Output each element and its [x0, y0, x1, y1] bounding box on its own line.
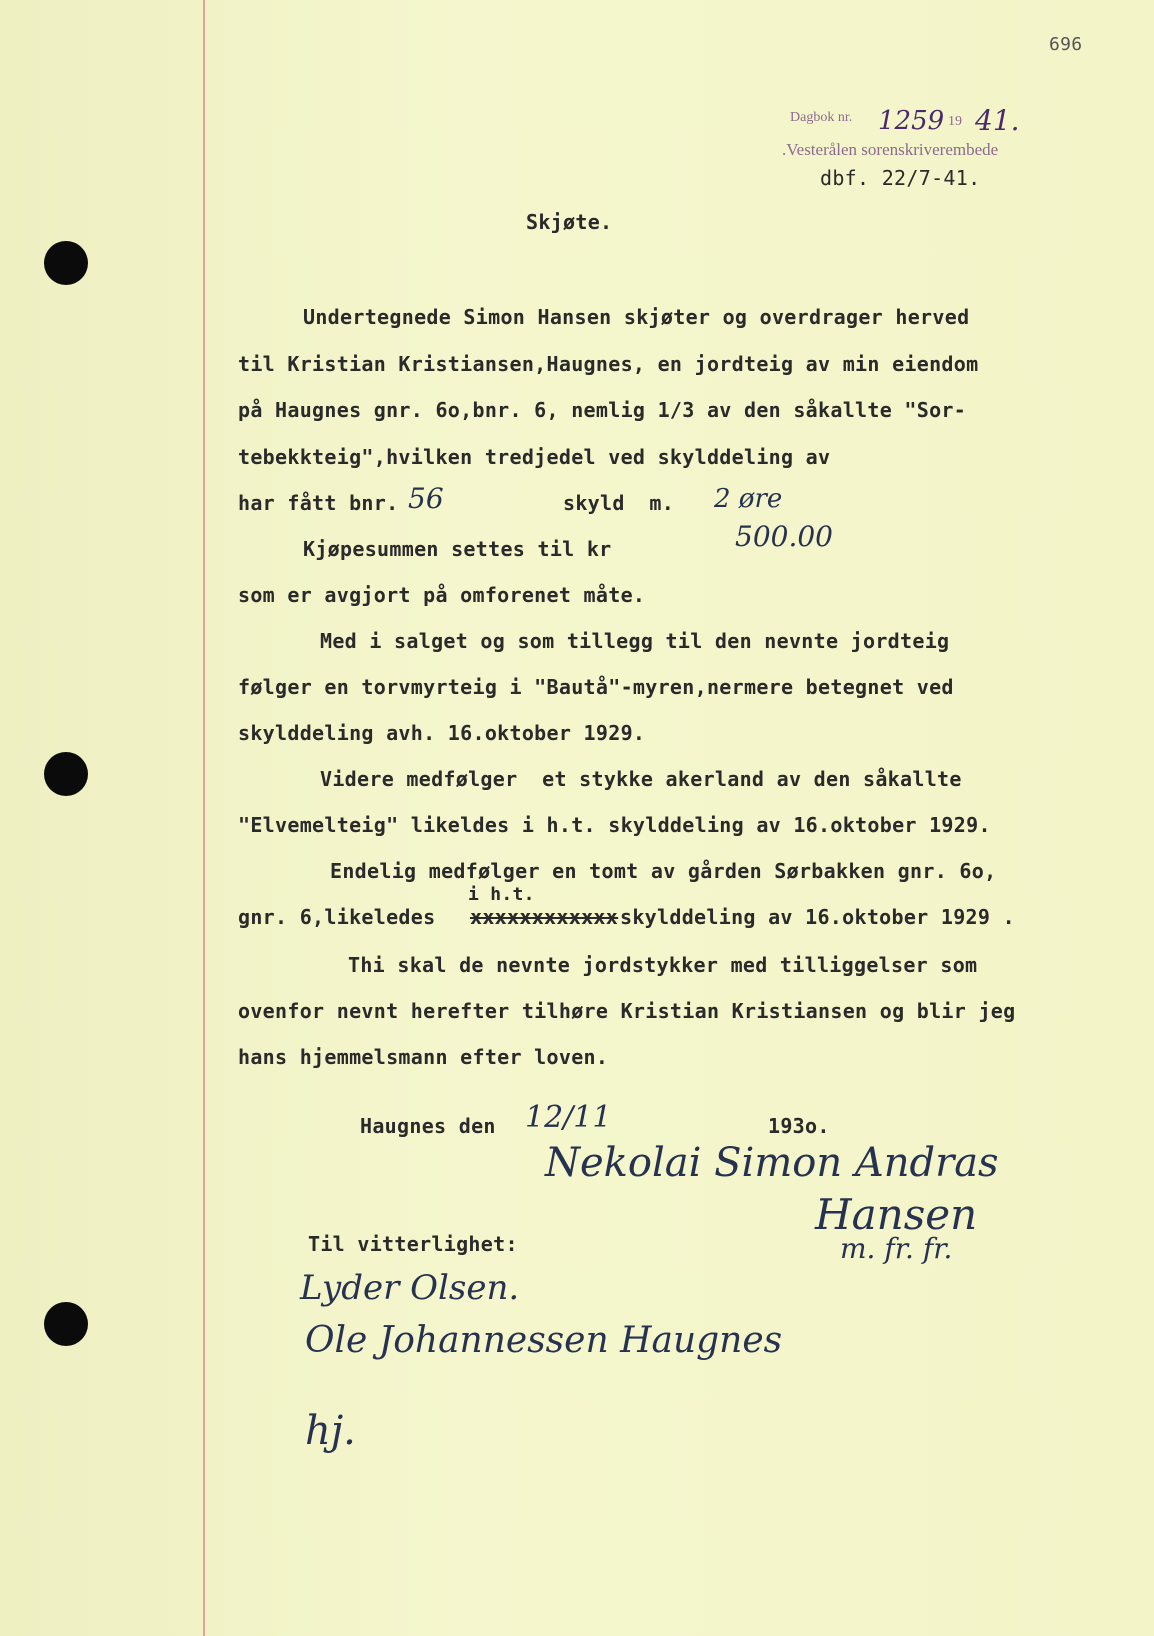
handwritten-date: 12/11 [525, 1100, 612, 1135]
signature-seller-note: m. fr. fr. [840, 1232, 953, 1265]
body-line: Thi skal de nevnte jordstykker med tilliggelser som [348, 953, 978, 977]
signature-witness-2: Ole Johannessen Haugnes [305, 1320, 783, 1361]
signature-seller: Hansen [815, 1190, 978, 1239]
body-line: Videre medfølger et stykke akerland av den såkallte [320, 767, 962, 791]
body-line: følger en torvmyrteig i "Bautå"-myren,nermere betegnet ved [238, 675, 954, 699]
registration-date: dbf. 22/7-41. [820, 166, 981, 190]
body-line: Undertegnede Simon Hansen skjøter og overdrager herved [303, 305, 970, 329]
stamp-year-suffix: 41. [975, 104, 1020, 137]
signature-initials: hj. [305, 1408, 356, 1454]
body-line: som er avgjort på omforenet måte. [238, 583, 646, 607]
document-title: Skjøte. [526, 210, 613, 234]
page-number: 696 [1049, 34, 1083, 55]
witness-label: Til vitterlighet: [308, 1232, 518, 1256]
stamp-journal-number: 1259 [878, 106, 945, 136]
handwritten-skyld: 2 øre [714, 484, 783, 514]
body-line: tebekkteig",hvilken tredjedel ved skylddeling av [238, 445, 831, 469]
signature-seller: Nekolai Simon Andras [545, 1140, 999, 1186]
body-line: Kjøpesummen settes til kr [303, 537, 612, 561]
body-line: til Kristian Kristiansen,Haugnes, en jordteig av min eiendom [238, 352, 979, 376]
punch-hole [44, 752, 88, 796]
body-line: på Haugnes gnr. 6o,bnr. 6, nemlig 1/3 av den såkallte "Sor- [238, 398, 967, 422]
stamp-office: .Vesterålen sorenskriverembede [782, 140, 999, 159]
closing-place: Haugnes den [360, 1114, 496, 1138]
punch-hole [44, 241, 88, 285]
body-line: gnr. 6,likeledes [238, 905, 436, 929]
handwritten-amount: 500.00 [735, 520, 833, 553]
body-line: Med i salget og som tillegg til den nevnte jordteig [320, 629, 950, 653]
red-margin-line [203, 0, 205, 1636]
stamp-year-prefix: 19 [948, 114, 962, 129]
signature-witness-1: Lyder Olsen. [300, 1268, 520, 1308]
body-line: skylddeling av 16.oktober 1929 . [620, 905, 1015, 929]
closing-year: 193o. [768, 1114, 830, 1138]
punch-hole [44, 1302, 88, 1346]
body-line: skyld m. [563, 491, 675, 515]
body-line: "Elvemelteig" likeldes i h.t. skylddeling av 16.oktober 1929. [238, 813, 991, 837]
body-line: hans hjemmelsmann efter loven. [238, 1045, 609, 1069]
body-line: har fått bnr. [238, 491, 399, 515]
inserted-text: i h.t. [468, 884, 535, 905]
stamp-dagbok-label: Dagbok nr. [790, 110, 853, 125]
handwritten-bnr: 56 [408, 482, 444, 515]
body-line: skylddeling avh. 16.oktober 1929. [238, 721, 646, 745]
body-line: Endelig medfølger en tomt av gården Sørbakken gnr. 6o, [330, 859, 997, 883]
struck-text: xxxxxxxxxxxx [470, 905, 619, 929]
body-line: ovenfor nevnt herefter tilhøre Kristian Kristiansen og blir jeg [238, 999, 1016, 1023]
